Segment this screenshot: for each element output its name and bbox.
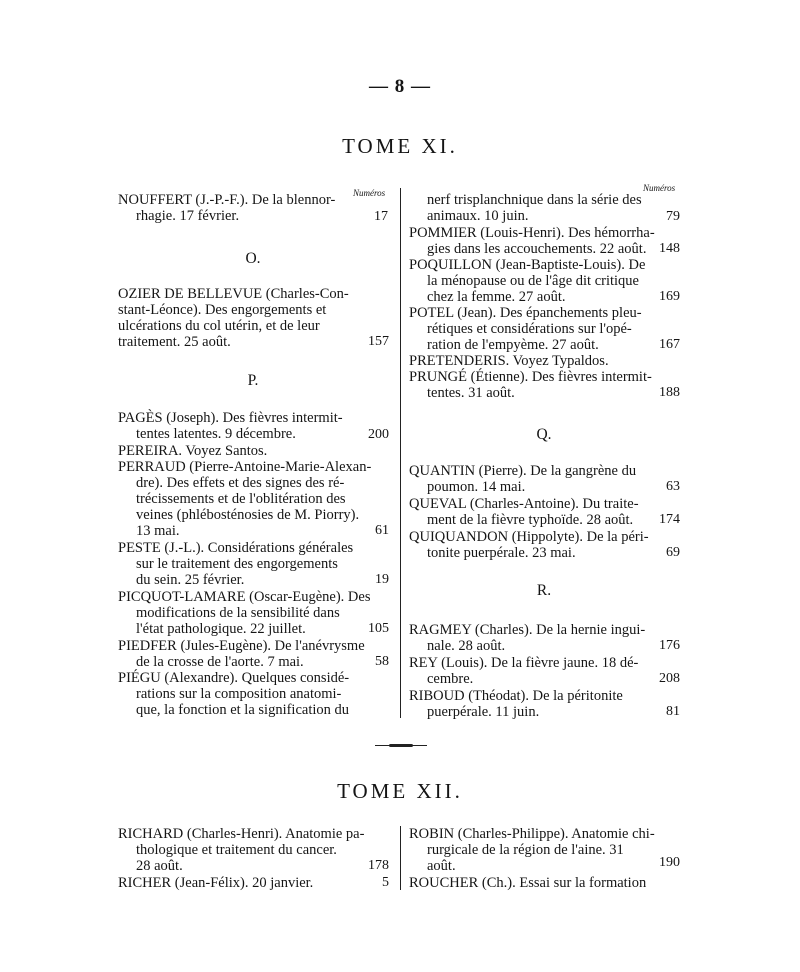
index-entry bbox=[118, 670, 349, 718]
entry-line: PERRAUD (Pierre-Antoine-Marie-Alexan- bbox=[118, 459, 372, 475]
index-entry bbox=[409, 225, 655, 257]
index-entry bbox=[409, 257, 645, 305]
entry-line: REY (Louis). De la fièvre jaune. 18 dé- bbox=[409, 655, 639, 671]
entry-line: tentes latentes. 9 décembre. bbox=[136, 426, 296, 442]
column-divider bbox=[400, 188, 401, 718]
entry-line: thologique et traitement du cancer. bbox=[136, 842, 337, 858]
index-entry bbox=[118, 826, 364, 874]
tome-title: TOME XII. bbox=[337, 779, 463, 803]
entry-line: POQUILLON (Jean-Baptiste-Louis). De bbox=[409, 257, 646, 273]
index-entry bbox=[118, 540, 353, 588]
entry-line: PEREIRA. Voyez Santos. bbox=[118, 443, 268, 459]
entry-line: RAGMEY (Charles). De la hernie ingui- bbox=[409, 622, 646, 638]
index-entry bbox=[409, 688, 623, 720]
index-entry bbox=[118, 192, 335, 224]
index-entry bbox=[409, 496, 639, 528]
entry-number: 157 bbox=[368, 334, 389, 349]
entry-line: animaux. 10 juin. bbox=[427, 208, 529, 224]
entry-line: poumon. 14 mai. bbox=[427, 479, 526, 495]
entry-line: OZIER DE BELLEVUE (Charles-Con- bbox=[118, 286, 349, 302]
index-entry bbox=[118, 589, 370, 637]
section-letter: P. bbox=[247, 372, 259, 389]
index-entry bbox=[409, 369, 652, 401]
column-header-numeros: Numéros bbox=[353, 188, 386, 198]
column-divider bbox=[400, 826, 401, 890]
entry-line: tentes. 31 août. bbox=[427, 385, 515, 401]
section-letter: R. bbox=[536, 582, 552, 599]
index-entry bbox=[118, 875, 313, 891]
entry-line: ment de la fièvre typhoïde. 28 août. bbox=[427, 512, 634, 528]
entry-line: RICHARD (Charles-Henri). Anatomie pa- bbox=[118, 826, 365, 842]
entry-number: 79 bbox=[666, 209, 680, 224]
entry-line: tonite puerpérale. 23 mai. bbox=[427, 545, 576, 561]
entry-line: sur le traitement des engorgements bbox=[136, 556, 338, 572]
entry-line: août. bbox=[427, 858, 456, 874]
index-entry bbox=[409, 655, 638, 687]
entry-number: 105 bbox=[368, 621, 389, 636]
index-entry bbox=[118, 286, 349, 350]
entry-line: que, la fonction et la signification du bbox=[136, 702, 350, 718]
entry-line: rations sur la composition anatomi- bbox=[136, 686, 342, 702]
entry-number: 63 bbox=[666, 479, 680, 494]
entry-line: PIEDFER (Jules-Eugène). De l'anévrysme bbox=[118, 638, 365, 654]
section-letter: Q. bbox=[536, 426, 552, 443]
entry-line: POTEL (Jean). Des épanchements pleu- bbox=[409, 305, 642, 321]
entry-line: modifications de la sensibilité dans bbox=[136, 605, 340, 621]
entry-line: veines (phlébosténosies de M. Piorry). bbox=[136, 507, 360, 523]
entry-line: PIÉGU (Alexandre). Quelques considé- bbox=[118, 670, 350, 686]
entry-line: gies dans les accouchements. 22 août. bbox=[427, 241, 647, 257]
entry-number: 208 bbox=[659, 671, 680, 686]
entry-number: 169 bbox=[659, 289, 680, 304]
column-header-numeros: Numéros bbox=[643, 183, 676, 193]
entry-line: NOUFFERT (J.-P.-F.). De la blennor- bbox=[118, 192, 336, 208]
index-entry bbox=[409, 622, 645, 654]
ornament-rule bbox=[375, 744, 427, 747]
entry-line: la ménopause ou de l'âge dit critique bbox=[427, 273, 639, 289]
entry-line: cembre. bbox=[427, 671, 474, 687]
entry-line: RICHER (Jean-Félix). 20 janvier. bbox=[118, 875, 314, 891]
entry-number: 188 bbox=[659, 385, 680, 400]
tome-title: TOME XI. bbox=[342, 134, 458, 158]
entry-number: 200 bbox=[368, 427, 389, 442]
entry-line: l'état pathologique. 22 juillet. bbox=[136, 621, 306, 637]
entry-line: POMMIER (Louis-Henri). Des hémorrha- bbox=[409, 225, 655, 241]
entry-line: ulcérations du col utérin, et de leur bbox=[118, 318, 320, 334]
index-entry bbox=[118, 459, 371, 539]
entry-line: rétiques et considérations sur l'opé- bbox=[427, 321, 632, 337]
entry-line: PAGÈS (Joseph). Des fièvres intermit- bbox=[118, 410, 343, 426]
entry-line: nerf trisplanchnique dans la série des bbox=[427, 192, 642, 208]
index-entry bbox=[409, 192, 642, 224]
entry-line: QUEVAL (Charles-Antoine). Du traite- bbox=[409, 496, 639, 512]
index-entry bbox=[118, 638, 365, 670]
entry-line: rhagie. 17 février. bbox=[136, 208, 240, 224]
entry-line: nale. 28 août. bbox=[427, 638, 506, 654]
entry-line: PESTE (J.-L.). Considérations générales bbox=[118, 540, 354, 556]
index-entry bbox=[409, 875, 646, 891]
entry-number: 190 bbox=[659, 855, 680, 870]
entry-line: RIBOUD (Théodat). De la péritonite bbox=[409, 688, 623, 704]
entry-line: PRUNGÉ (Étienne). Des fièvres intermit- bbox=[409, 369, 652, 385]
entry-line: rurgicale de la région de l'aine. 31 bbox=[427, 842, 624, 858]
entry-line: de la crosse de l'aorte. 7 mai. bbox=[136, 654, 304, 670]
entry-number: 174 bbox=[659, 512, 680, 527]
index-entry bbox=[118, 410, 343, 442]
entry-line: ration de l'empyème. 27 août. bbox=[427, 337, 599, 353]
entry-number: 58 bbox=[375, 654, 389, 669]
entry-line: ROUCHER (Ch.). Essai sur la formation bbox=[409, 875, 647, 891]
entry-number: 178 bbox=[368, 858, 389, 873]
index-entry bbox=[409, 305, 642, 353]
entry-number: 148 bbox=[659, 241, 680, 256]
entry-line: QUIQUANDON (Hippolyte). De la péri- bbox=[409, 529, 649, 545]
entry-number: 19 bbox=[375, 572, 389, 587]
entry-line: traitement. 25 août. bbox=[118, 334, 231, 350]
entry-number: 5 bbox=[382, 875, 389, 890]
section-letter: O. bbox=[245, 250, 261, 267]
entry-number: 61 bbox=[375, 523, 389, 538]
entry-line: puerpérale. 11 juin. bbox=[427, 704, 540, 720]
entry-line: ROBIN (Charles-Philippe). Anatomie chi- bbox=[409, 826, 655, 842]
index-entry bbox=[118, 443, 267, 459]
entry-line: PICQUOT-LAMARE (Oscar-Eugène). Des bbox=[118, 589, 371, 605]
entry-line: du sein. 25 février. bbox=[136, 572, 245, 588]
entry-line: trécissements et de l'oblitération des bbox=[136, 491, 346, 507]
index-entry bbox=[409, 529, 649, 561]
index-entry bbox=[409, 826, 655, 874]
entry-line: chez la femme. 27 août. bbox=[427, 289, 566, 305]
entry-number: 17 bbox=[374, 209, 388, 224]
entry-number: 69 bbox=[666, 545, 680, 560]
entry-line: dre). Des effets et des signes des ré- bbox=[136, 475, 345, 491]
entry-line: QUANTIN (Pierre). De la gangrène du bbox=[409, 463, 637, 479]
entry-number: 167 bbox=[659, 337, 680, 352]
entry-line: stant-Léonce). Des engorgements et bbox=[118, 302, 327, 318]
index-entry bbox=[409, 463, 636, 495]
page-number: — 8 — bbox=[369, 76, 431, 97]
index-entry bbox=[409, 353, 609, 369]
entry-number: 81 bbox=[666, 704, 680, 719]
entry-line: 28 août. bbox=[136, 858, 183, 874]
entry-number: 176 bbox=[659, 638, 680, 653]
entry-line: PRETENDERIS. Voyez Typaldos. bbox=[409, 353, 609, 369]
entry-line: 13 mai. bbox=[136, 523, 180, 539]
